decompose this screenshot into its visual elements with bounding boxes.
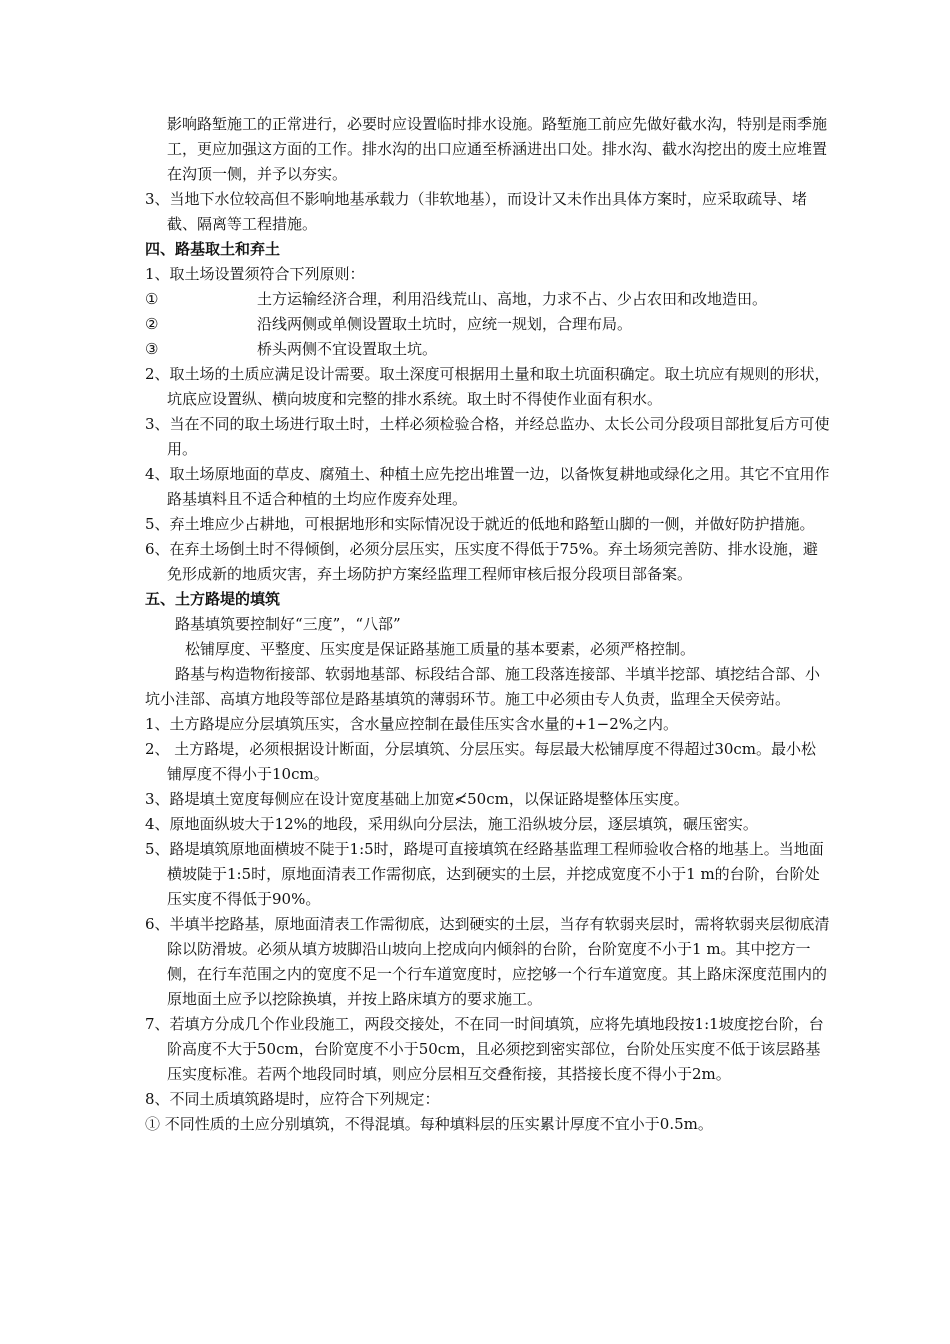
principle-2-text: 沿线两侧或单侧设置取土坑时，应统一规划，合理布局。 bbox=[257, 315, 633, 333]
fill-item-5: 5、路堤填筑原地面横坡不陡于1:5时，路堤可直接填筑在经路基监理工程师验收合格的地基上。当地面横坡陡于1:5时，原地面清表工作需彻底，达到硬实的土层，并挖成宽度不小于1 m的台阶，台阶处压实度不得低于90%。 bbox=[145, 840, 824, 908]
principle-3-text: 桥头两侧不宜设置取土坑。 bbox=[257, 340, 438, 358]
circled-number-3: ③ bbox=[145, 340, 159, 358]
paragraph-weak-links: 路基与构造物衔接部、软弱地基部、标段结合部、施工段落连接部、半填半挖部、填挖结合部、小坑小洼部、高填方地段等部位是路基填筑的薄弱环节。施工中必须由专人负责，监理全天侯旁站。 bbox=[145, 665, 821, 708]
fill-item-1: 1、土方路堤应分层填筑压实，含水量应控制在最佳压实含水量的+1−2%之内。 bbox=[145, 715, 679, 733]
paragraph-three-degrees: 路基填筑要控制好“三度”，“八部” bbox=[175, 615, 401, 633]
document-page bbox=[145, 112, 830, 1137]
fill-item-4: 4、原地面纵坡大于12%的地段，采用纵向分层法，施工沿纵坡分层，逐层填筑，碾压密实。 bbox=[145, 815, 758, 833]
item-6-spoil-compaction: 6、在弃土场倒土时不得倾倒，必须分层压实，压实度不得低于75%。弃土场须完善防、排水设施，避免形成新的地质灾害，弃土场防护方案经监理工程师审核后报分段项目部备案。 bbox=[145, 540, 818, 583]
paragraph-basic-elements: 松铺厚度、平整度、压实度是保证路基施工质量的基本要素，必须严格控制。 bbox=[185, 640, 696, 658]
principle-2 bbox=[145, 312, 830, 337]
item-5-spoil-heaps: 5、弃土堆应少占耕地，可根据地形和实际情况设于就近的低地和路堑山脚的一侧，并做好防护措施。 bbox=[145, 515, 815, 533]
principle-1 bbox=[145, 287, 830, 312]
paragraph-drainage-continued: 影响路堑施工的正常进行，必要时应设置临时排水设施。路堑施工前应先做好截水沟，特别是雨季施工，更应加强这方面的工作。排水沟的出口应通至桥涵进出口处。排水沟、截水沟挖出的废土应堆置在沟顶一侧，并予以夯实。 bbox=[167, 115, 828, 183]
section-heading-5: 五、土方路堤的填筑 bbox=[145, 590, 281, 608]
principle-3 bbox=[145, 337, 830, 362]
item-1-borrow-principles: 1、取土场设置须符合下列原则： bbox=[145, 265, 365, 283]
item-2-soil-quality: 2、取土场的土质应满足设计需要。取土深度可根据用土量和取土坑面积确定。取土坑应有规则的形状，坑底应设置纵、横向坡度和完整的排水系统。取土时不得使作业面有积水。 bbox=[145, 365, 830, 408]
item-3-soil-samples: 3、当在不同的取土场进行取土时，土样必须检验合格，并经总监办、太长公司分段项目部批复后方可使用。 bbox=[145, 415, 830, 458]
fill-item-8: 8、不同土质填筑路堤时，应符合下列规定： bbox=[145, 1090, 440, 1108]
fill-item-3: 3、路堤填土宽度每侧应在设计宽度基础上加宽≮50cm，以保证路堤整体压实度。 bbox=[145, 790, 689, 808]
section-heading-4: 四、路基取土和弃土 bbox=[145, 240, 281, 258]
fill-item-2: 2、 土方路堤，必须根据设计断面，分层填筑、分层压实。每层最大松铺厚度不得超过30cm。最小松铺厚度不得小于10cm。 bbox=[145, 740, 817, 783]
fill-item-6: 6、半填半挖路基，原地面清表工作需彻底，达到硬实的土层，当存有软弱夹层时，需将软弱夹层彻底清除以防滑坡。必须从填方坡脚沿山坡向上挖成向内倾斜的台阶，台阶宽度不小于1 m。其中挖方一侧，在行车范围之内的宽度不足一个行车道宽度时，应挖够一个行车道宽度。其上路床深度范围内的原地面土应予以挖除换填，并按上路床填方的要求施工。 bbox=[145, 915, 830, 1008]
circled-number-2: ② bbox=[145, 315, 159, 333]
item-4-topsoil: 4、取土场原地面的草皮、腐殖土、种植土应先挖出堆置一边，以备恢复耕地或绿化之用。其它不宜用作路基填料且不适合种植的土均应作废弃处理。 bbox=[145, 465, 830, 508]
principle-1-text: 土方运输经济合理，利用沿线荒山、高地，力求不占、少占农田和改地造田。 bbox=[257, 290, 768, 308]
fill-item-7: 7、若填方分成几个作业段施工，两段交接处，不在同一时间填筑，应将先填地段按1:1坡度挖台阶，台阶高度不大于50cm，台阶宽度不小于50cm，且必须挖到密实部位，台阶处压实度不低于该层路基压实度标准。若两个地段同时填，则应分层相互交叠衔接，其搭接长度不得小于2m。 bbox=[145, 1015, 824, 1083]
item-3-groundwater: 3、当地下水位较高但不影响地基承载力（非软地基），而设计又未作出具体方案时，应采取疏导、堵截、隔离等工程措施。 bbox=[145, 190, 808, 233]
fill-item-8-rule-1: ① 不同性质的土应分别填筑，不得混填。每种填料层的压实累计厚度不宜小于0.5m。 bbox=[145, 1115, 713, 1133]
circled-number-1: ① bbox=[145, 290, 159, 308]
